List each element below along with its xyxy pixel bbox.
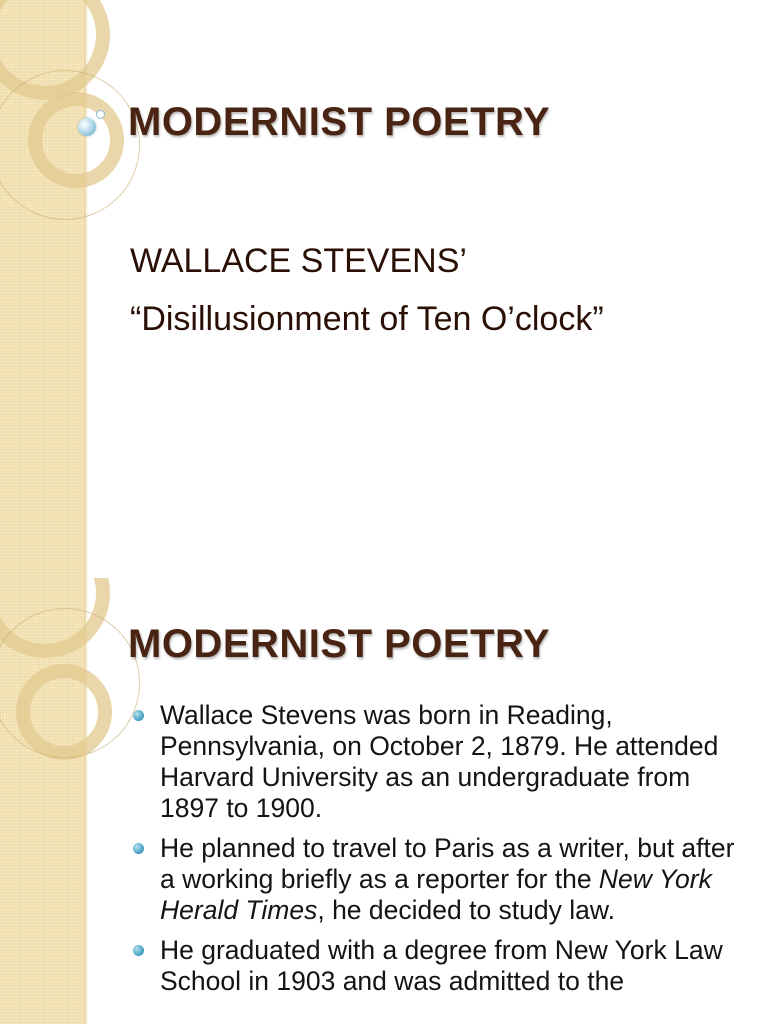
decorative-thin-ring [0,70,140,220]
bullet-text: Wallace Stevens was born in Reading, Pennsylvania, on October 2, 1879. He attended Harvard University as an undergraduate from 1897 to 1900. [160,700,719,823]
bullet-text-before: He planned to travel to Paris as a writer, but after a working briefly as a reporter for the [160,833,735,894]
subtitle-author: WALLACE STEVENS’ [130,242,467,280]
bullet-text-after: , he decided to study law. [317,895,615,925]
slide-title: MODERNIST POETRY [128,100,551,144]
bullet-list [130,700,750,1006]
list-item [130,935,750,997]
bullet-dot-icon [133,945,144,956]
decorative-small-dot-icon [96,110,105,119]
bullet-dot-icon [133,710,144,721]
decorative-thin-ring [0,608,140,758]
bullet-text: He graduated with a degree from New York Law School in 1903 and was admitted to the [160,935,723,996]
subtitle-poem-title: “Disillusionment of Ten O’clock” [130,300,604,338]
list-item [130,700,750,824]
slide-2 [0,578,768,1024]
list-item [130,833,750,926]
bullet-dot-icon [133,843,144,854]
slide-title: MODERNIST POETRY [128,622,551,666]
bullet-italic-newspaper: New York Herald Times [160,864,712,925]
decorative-dot-icon [78,118,96,136]
